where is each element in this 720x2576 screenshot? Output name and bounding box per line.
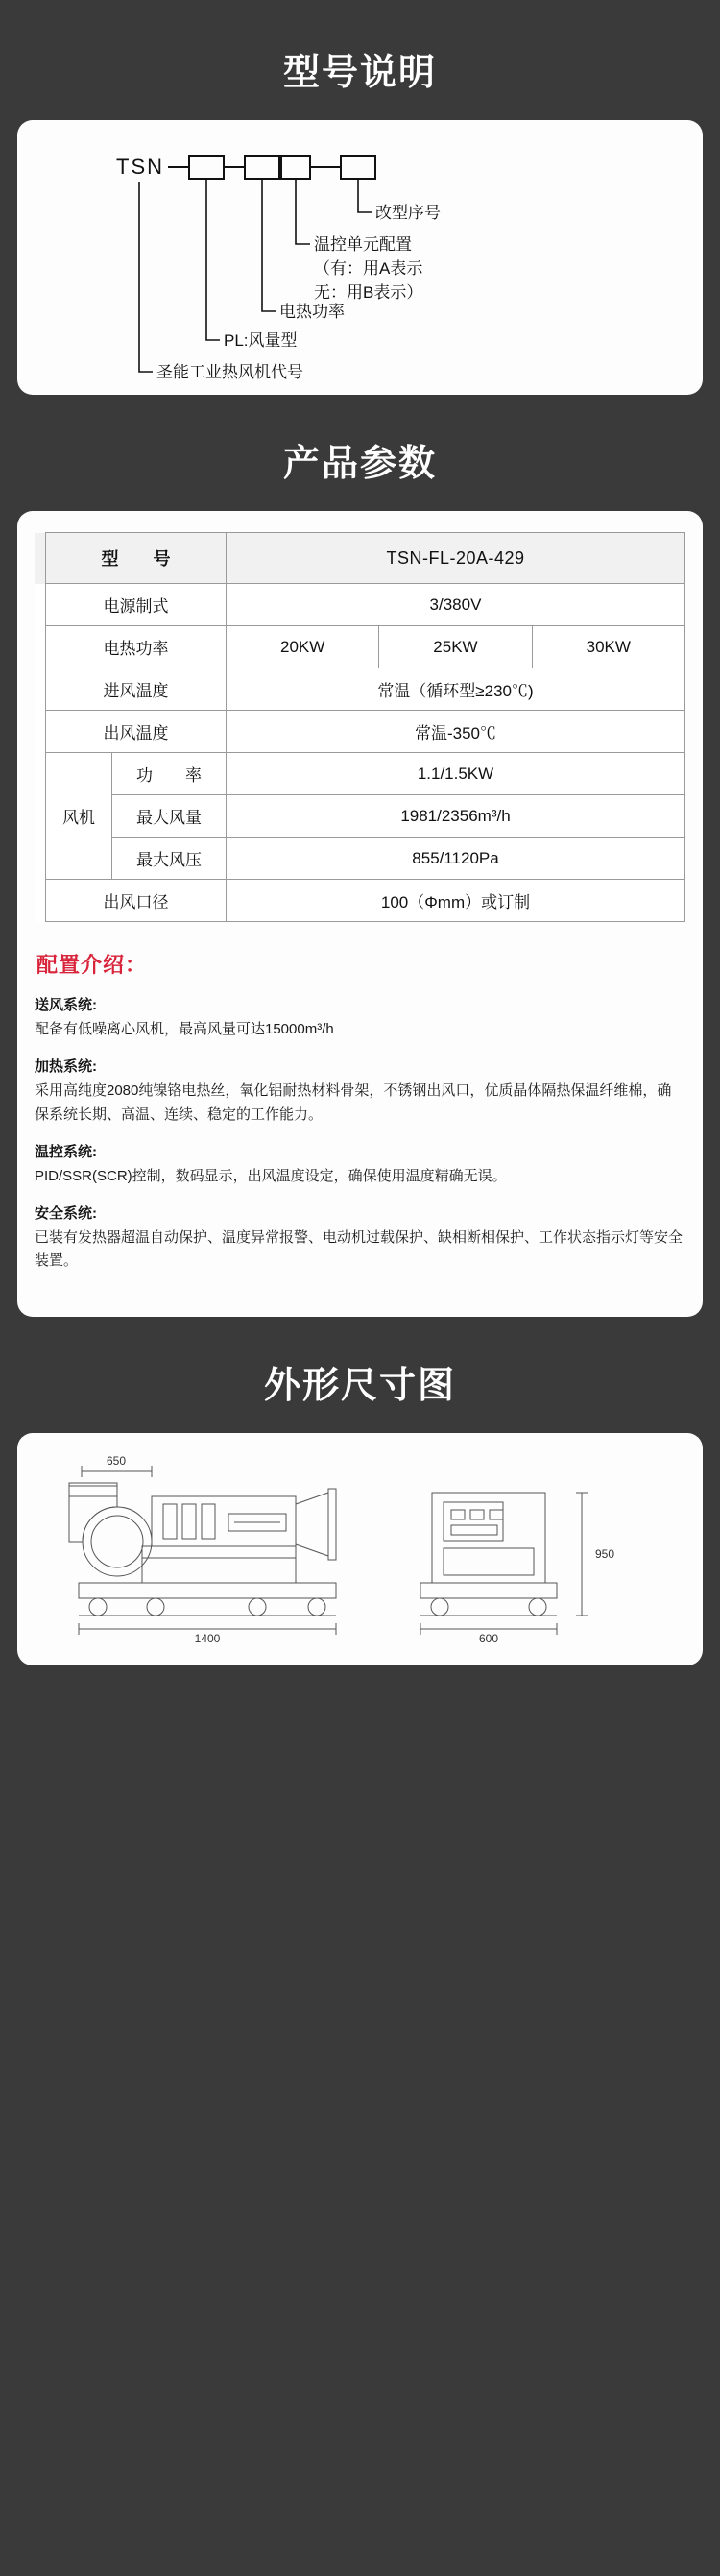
config-body-temp-control: PID/SSR(SCR)控制，数码显示，出风温度设定，确保使用温度精确无误。 (35, 1167, 507, 1184)
table-row (35, 668, 685, 711)
dimensions-section-title: 外形尺寸图 (263, 1365, 456, 1406)
param-value-heating-power-25kw: 25KW (379, 626, 532, 668)
table-row (35, 626, 685, 668)
param-label-max-airflow: 最大风量 (112, 795, 227, 838)
param-value-heating-power-30kw: 30KW (532, 626, 684, 668)
table-row (35, 711, 685, 753)
config-head-temp-control: 温控系统: (35, 1143, 97, 1160)
dimension-label-side-bottom: 600 (478, 1631, 499, 1642)
table-row (35, 880, 685, 922)
red-accent-bar (35, 753, 46, 795)
callout-temp-control-no: 无：用B表示） (314, 283, 423, 302)
dimension-label-front-top: 650 (106, 1453, 127, 1468)
dimension-label-front-bottom: 1400 (194, 1631, 221, 1642)
table-row (35, 838, 685, 880)
config-intro-title: 配置介绍： (36, 953, 148, 977)
dimension-drawing (29, 1450, 691, 1642)
table-row-header (35, 533, 685, 584)
callout-temp-control-unit: 温控单元配置 (314, 235, 412, 254)
param-value-power-supply: 3/380V (227, 584, 685, 626)
model-code-diagram (34, 143, 686, 402)
param-value-heating-power-20kw: 20KW (227, 626, 379, 668)
callout-brand-code: 圣能工业热风机代号 (156, 363, 303, 381)
red-accent-bar (35, 626, 46, 668)
param-value-fan-power: 1.1/1.5KW (227, 753, 685, 795)
red-accent-bar (35, 584, 46, 626)
dimensions-card (17, 1433, 703, 1665)
param-value-outlet-diameter: 100（Φmm）或订制 (227, 880, 685, 922)
model-section-title: 型号说明 (282, 53, 437, 93)
param-group-fan: 风机 (46, 753, 112, 880)
param-label-fan-power: 功 率 (112, 753, 227, 795)
config-block-heating (35, 1056, 685, 1127)
model-diagram-card (17, 120, 703, 395)
param-label-power-supply: 电源制式 (46, 584, 227, 626)
parameters-table (35, 532, 685, 922)
param-label-inlet-temp: 进风温度 (46, 668, 227, 711)
param-value-inlet-temp: 常温（循环型≥230℃) (227, 668, 685, 711)
red-accent-bar (35, 838, 46, 880)
param-value-outlet-temp: 常温-350℃ (227, 711, 685, 753)
params-section-title: 产品参数 (282, 444, 437, 484)
red-accent-bar (35, 880, 46, 922)
param-label-max-pressure: 最大风压 (112, 838, 227, 880)
param-label-outlet-temp: 出风温度 (46, 711, 227, 753)
config-head-air-supply: 送风系统: (35, 997, 97, 1013)
callout-model-revision: 改型序号 (375, 204, 441, 222)
param-label-outlet-diameter: 出风口径 (46, 880, 227, 922)
callout-heating-power: 电热功率 (279, 303, 345, 321)
param-value-model: TSN-FL-20A-429 (227, 533, 685, 584)
config-body-heating: 采用高纯度2080纯镍铬电热丝，氧化铝耐热材料骨架，不锈钢出风口，优质晶体隔热保温纤维棉，确保系统长期、高温、连续、稳定的工作能力。 (35, 1082, 672, 1123)
red-accent-bar (35, 795, 46, 838)
config-head-heating: 加热系统: (35, 1058, 97, 1076)
callout-temp-control-yes: （有：用A表示 (314, 259, 423, 278)
config-block-air-supply (35, 994, 685, 1041)
table-row (35, 584, 685, 626)
table-row (35, 795, 685, 838)
table-row (35, 753, 685, 795)
param-value-max-pressure: 855/1120Pa (227, 838, 685, 880)
params-card (17, 511, 703, 1317)
param-value-max-airflow: 1981/2356m³/h (227, 795, 685, 838)
model-prefix-text: TSN (116, 155, 164, 179)
param-label-model: 型 号 (46, 533, 227, 584)
config-body-air-supply: 配备有低噪离心风机，最高风量可达15000m³/h (35, 1021, 334, 1037)
callout-airflow-type: PL:风量型 (224, 331, 298, 350)
red-accent-bar (35, 711, 46, 753)
red-accent-bar (35, 668, 46, 711)
config-body-safety: 已装有发热器超温自动保护、温度异常报警、电动机过载保护、缺相断相保护、工作状态指示灯等安全装置。 (35, 1229, 684, 1270)
dimension-label-side-height: 950 (595, 1546, 615, 1561)
param-label-heating-power: 电热功率 (46, 626, 227, 668)
config-block-safety (35, 1203, 685, 1274)
config-head-safety: 安全系统: (35, 1205, 97, 1223)
config-block-temp-control (35, 1141, 685, 1188)
red-accent-bar (35, 533, 46, 584)
